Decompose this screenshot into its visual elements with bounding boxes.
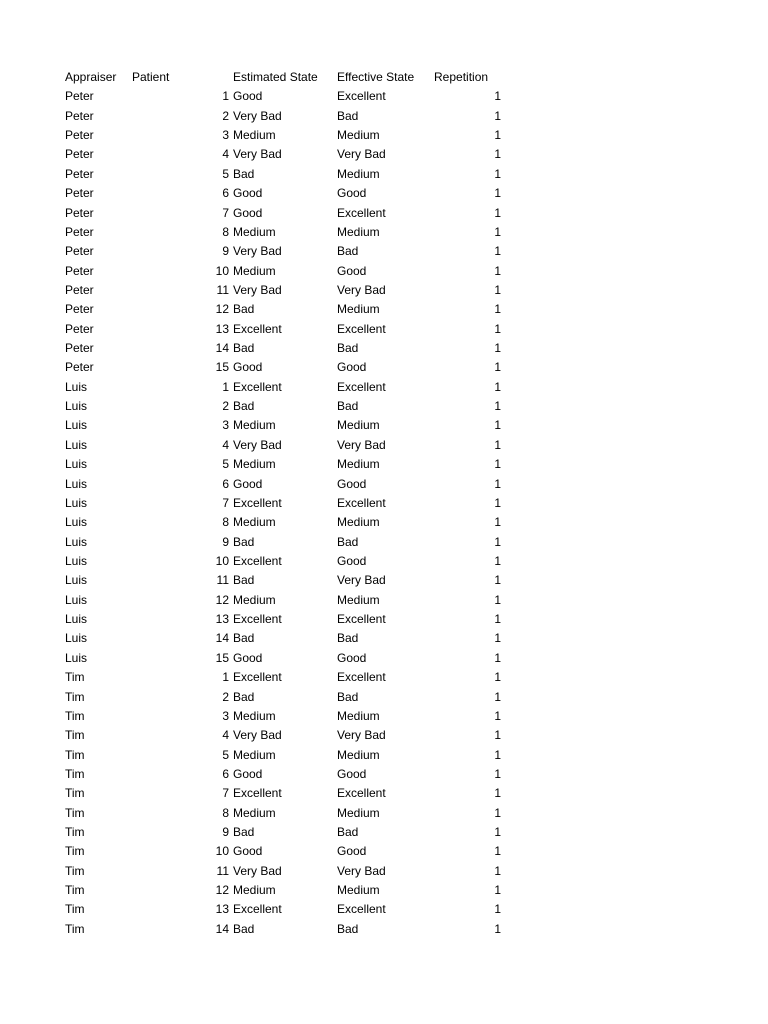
appraiser-cell: Luis <box>65 534 88 549</box>
appraiser-cell: Luis <box>65 573 88 588</box>
patient-cell: 15 <box>215 650 229 665</box>
appraiser-cell: Luis <box>65 437 88 452</box>
appraiser-cell: Tim <box>65 902 85 917</box>
effective-state-cell: Medium <box>337 805 380 820</box>
patient-cell: 2 <box>222 689 229 704</box>
patient-cell: 5 <box>222 166 229 181</box>
repetition-cell: 1 <box>494 728 501 743</box>
patient-cell: 13 <box>215 902 229 917</box>
estimated-state-cell: Bad <box>233 534 255 549</box>
repetition-cell: 1 <box>494 612 501 627</box>
repetition-cell: 1 <box>494 863 501 878</box>
effective-state-cell: Very Bad <box>337 863 386 878</box>
patient-cell: 11 <box>216 282 229 297</box>
effective-state-cell: Excellent <box>337 89 386 104</box>
estimated-state-cell: Excellent <box>233 321 282 336</box>
effective-state-cell: Good <box>337 766 367 781</box>
repetition-cell: 1 <box>494 476 501 491</box>
patient-cell: 9 <box>222 825 229 840</box>
estimated-state-cell: Bad <box>233 166 255 181</box>
patient-cell: 4 <box>222 437 229 452</box>
appraiser-cell: Tim <box>65 708 85 723</box>
patient-cell: 13 <box>215 321 229 336</box>
estimated-state-cell: Bad <box>233 921 255 936</box>
estimated-state-cell: Very Bad <box>233 437 282 452</box>
repetition-cell: 1 <box>494 205 501 220</box>
estimated-state-cell: Medium <box>233 747 276 762</box>
effective-state-cell: Very Bad <box>337 147 386 162</box>
effective-state-cell: Good <box>337 360 367 375</box>
appraiser-cell: Peter <box>65 186 94 201</box>
appraiser-cell: Peter <box>65 128 94 143</box>
estimated-state-cell: Good <box>233 186 263 201</box>
patient-cell: 9 <box>222 244 229 259</box>
repetition-cell: 1 <box>494 495 501 510</box>
appraiser-cell: Tim <box>65 825 85 840</box>
estimated-state-cell: Excellent <box>233 612 282 627</box>
appraiser-cell: Luis <box>65 612 88 627</box>
estimated-state-cell: Excellent <box>233 495 282 510</box>
header-estimated-state: Estimated State <box>233 70 318 84</box>
estimated-state-cell: Good <box>233 89 263 104</box>
patient-cell: 11 <box>216 863 229 878</box>
appraiser-cell: Luis <box>65 457 88 472</box>
repetition-cell: 1 <box>494 147 501 162</box>
effective-state-cell: Excellent <box>337 205 386 220</box>
appraiser-cell: Tim <box>65 747 85 762</box>
repetition-cell: 1 <box>494 592 501 607</box>
estimated-state-cell: Bad <box>233 341 255 356</box>
effective-state-cell: Very Bad <box>337 573 386 588</box>
effective-state-cell: Good <box>337 263 367 278</box>
repetition-cell: 1 <box>494 670 501 685</box>
patient-cell: 14 <box>215 341 229 356</box>
repetition-cell: 1 <box>494 825 501 840</box>
appraiser-cell: Luis <box>65 515 88 530</box>
estimated-state-cell: Very Bad <box>233 728 282 743</box>
appraiser-cell: Tim <box>65 805 85 820</box>
appraiser-cell: Peter <box>65 224 94 239</box>
estimated-state-cell: Medium <box>233 515 276 530</box>
header-patient: Patient <box>132 70 170 84</box>
patient-cell: 12 <box>215 592 229 607</box>
effective-state-cell: Medium <box>337 515 380 530</box>
estimated-state-cell: Good <box>233 476 263 491</box>
appraiser-cell: Peter <box>65 166 94 181</box>
estimated-state-cell: Medium <box>233 128 276 143</box>
repetition-cell: 1 <box>494 224 501 239</box>
effective-state-cell: Excellent <box>337 902 386 917</box>
patient-cell: 9 <box>222 534 229 549</box>
patient-cell: 1 <box>222 379 229 394</box>
patient-cell: 10 <box>215 553 229 568</box>
repetition-cell: 1 <box>494 166 501 181</box>
repetition-cell: 1 <box>494 766 501 781</box>
patient-cell: 5 <box>222 457 229 472</box>
appraiser-cell: Peter <box>65 147 94 162</box>
patient-cell: 4 <box>222 147 229 162</box>
estimated-state-cell: Medium <box>233 418 276 433</box>
effective-state-cell: Very Bad <box>337 282 386 297</box>
effective-state-cell: Very Bad <box>337 728 386 743</box>
estimated-state-cell: Good <box>233 650 263 665</box>
repetition-cell: 1 <box>494 244 501 259</box>
patient-cell: 6 <box>222 766 229 781</box>
estimated-state-cell: Good <box>233 844 263 859</box>
patient-cell: 7 <box>222 205 229 220</box>
effective-state-cell: Excellent <box>337 379 386 394</box>
appraiser-cell: Luis <box>65 650 88 665</box>
repetition-cell: 1 <box>494 786 501 801</box>
estimated-state-cell: Bad <box>233 399 255 414</box>
patient-cell: 14 <box>215 921 229 936</box>
repetition-cell: 1 <box>494 128 501 143</box>
appraiser-cell: Peter <box>65 263 94 278</box>
estimated-state-cell: Very Bad <box>233 147 282 162</box>
estimated-state-cell: Bad <box>233 689 255 704</box>
effective-state-cell: Excellent <box>337 321 386 336</box>
repetition-cell: 1 <box>494 921 501 936</box>
header-appraiser: Appraiser <box>65 70 117 84</box>
patient-cell: 4 <box>222 728 229 743</box>
effective-state-cell: Good <box>337 186 367 201</box>
patient-cell: 3 <box>222 708 229 723</box>
patient-cell: 11 <box>216 573 229 588</box>
patient-cell: 3 <box>222 128 229 143</box>
estimated-state-cell: Excellent <box>233 902 282 917</box>
repetition-cell: 1 <box>494 844 501 859</box>
patient-cell: 8 <box>222 224 229 239</box>
effective-state-cell: Bad <box>337 921 359 936</box>
header-repetition: Repetition <box>434 70 489 84</box>
effective-state-cell: Bad <box>337 825 359 840</box>
repetition-cell: 1 <box>494 108 501 123</box>
estimated-state-cell: Medium <box>233 263 276 278</box>
appraiser-cell: Tim <box>65 844 85 859</box>
effective-state-cell: Medium <box>337 128 380 143</box>
estimated-state-cell: Bad <box>233 825 255 840</box>
estimated-state-cell: Medium <box>233 708 276 723</box>
effective-state-cell: Bad <box>337 399 359 414</box>
patient-cell: 15 <box>215 360 229 375</box>
appraiser-cell: Peter <box>65 302 94 317</box>
appraiser-cell: Luis <box>65 553 88 568</box>
patient-cell: 12 <box>215 302 229 317</box>
patient-cell: 6 <box>222 186 229 201</box>
repetition-cell: 1 <box>494 418 501 433</box>
effective-state-cell: Medium <box>337 457 380 472</box>
estimated-state-cell: Medium <box>233 883 276 898</box>
repetition-cell: 1 <box>494 689 501 704</box>
appraiser-cell: Tim <box>65 728 85 743</box>
repetition-cell: 1 <box>494 321 501 336</box>
effective-state-cell: Medium <box>337 883 380 898</box>
repetition-cell: 1 <box>494 437 501 452</box>
repetition-cell: 1 <box>494 650 501 665</box>
estimated-state-cell: Medium <box>233 805 276 820</box>
effective-state-cell: Very Bad <box>337 437 386 452</box>
effective-state-cell: Bad <box>337 341 359 356</box>
repetition-cell: 1 <box>494 282 501 297</box>
appraiser-cell: Luis <box>65 418 88 433</box>
repetition-cell: 1 <box>494 883 501 898</box>
patient-cell: 2 <box>222 108 229 123</box>
patient-cell: 7 <box>222 786 229 801</box>
effective-state-cell: Excellent <box>337 786 386 801</box>
effective-state-cell: Bad <box>337 689 359 704</box>
appraiser-cell: Peter <box>65 321 94 336</box>
repetition-cell: 1 <box>494 708 501 723</box>
estimated-state-cell: Bad <box>233 302 255 317</box>
effective-state-cell: Medium <box>337 592 380 607</box>
estimated-state-cell: Very Bad <box>233 108 282 123</box>
repetition-cell: 1 <box>494 302 501 317</box>
appraiser-cell: Tim <box>65 766 85 781</box>
repetition-cell: 1 <box>494 186 501 201</box>
patient-cell: 6 <box>222 476 229 491</box>
patient-cell: 1 <box>222 89 229 104</box>
repetition-cell: 1 <box>494 805 501 820</box>
effective-state-cell: Good <box>337 844 367 859</box>
appraiser-cell: Luis <box>65 399 88 414</box>
repetition-cell: 1 <box>494 631 501 646</box>
effective-state-cell: Excellent <box>337 612 386 627</box>
appraiser-cell: Tim <box>65 786 85 801</box>
effective-state-cell: Bad <box>337 631 359 646</box>
effective-state-cell: Medium <box>337 224 380 239</box>
effective-state-cell: Excellent <box>337 495 386 510</box>
estimated-state-cell: Bad <box>233 573 255 588</box>
repetition-cell: 1 <box>494 379 501 394</box>
estimated-state-cell: Very Bad <box>233 244 282 259</box>
patient-cell: 8 <box>222 805 229 820</box>
appraiser-cell: Peter <box>65 282 94 297</box>
patient-cell: 10 <box>215 263 229 278</box>
header-effective-state: Effective State <box>337 70 415 84</box>
patient-cell: 7 <box>222 495 229 510</box>
appraiser-cell: Peter <box>65 205 94 220</box>
effective-state-cell: Medium <box>337 747 380 762</box>
estimated-state-cell: Very Bad <box>233 863 282 878</box>
patient-cell: 2 <box>222 399 229 414</box>
repetition-cell: 1 <box>494 341 501 356</box>
repetition-cell: 1 <box>494 399 501 414</box>
appraiser-cell: Peter <box>65 360 94 375</box>
patient-cell: 5 <box>222 747 229 762</box>
estimated-state-cell: Good <box>233 205 263 220</box>
estimated-state-cell: Bad <box>233 631 255 646</box>
appraiser-cell: Peter <box>65 89 94 104</box>
effective-state-cell: Good <box>337 476 367 491</box>
appraiser-cell: Luis <box>65 476 88 491</box>
appraiser-cell: Tim <box>65 883 85 898</box>
repetition-cell: 1 <box>494 89 501 104</box>
appraiser-cell: Peter <box>65 244 94 259</box>
estimated-state-cell: Good <box>233 766 263 781</box>
patient-cell: 12 <box>215 883 229 898</box>
repetition-cell: 1 <box>494 573 501 588</box>
estimated-state-cell: Excellent <box>233 786 282 801</box>
effective-state-cell: Medium <box>337 166 380 181</box>
estimated-state-cell: Very Bad <box>233 282 282 297</box>
estimated-state-cell: Medium <box>233 224 276 239</box>
appraiser-cell: Peter <box>65 108 94 123</box>
effective-state-cell: Bad <box>337 108 359 123</box>
effective-state-cell: Medium <box>337 418 380 433</box>
estimated-state-cell: Excellent <box>233 553 282 568</box>
appraiser-cell: Tim <box>65 670 85 685</box>
appraiser-cell: Tim <box>65 689 85 704</box>
appraiser-cell: Luis <box>65 379 88 394</box>
patient-cell: 14 <box>215 631 229 646</box>
effective-state-cell: Medium <box>337 302 380 317</box>
patient-cell: 13 <box>215 612 229 627</box>
appraiser-cell: Luis <box>65 592 88 607</box>
estimated-state-cell: Medium <box>233 457 276 472</box>
appraiser-cell: Luis <box>65 631 88 646</box>
estimated-state-cell: Excellent <box>233 379 282 394</box>
repetition-cell: 1 <box>494 747 501 762</box>
estimated-state-cell: Excellent <box>233 670 282 685</box>
appraiser-cell: Tim <box>65 863 85 878</box>
appraiser-cell: Tim <box>65 921 85 936</box>
repetition-cell: 1 <box>494 360 501 375</box>
appraiser-cell: Peter <box>65 341 94 356</box>
repetition-cell: 1 <box>494 534 501 549</box>
effective-state-cell: Medium <box>337 708 380 723</box>
effective-state-cell: Excellent <box>337 670 386 685</box>
repetition-cell: 1 <box>494 515 501 530</box>
repetition-cell: 1 <box>494 553 501 568</box>
repetition-cell: 1 <box>494 457 501 472</box>
estimated-state-cell: Medium <box>233 592 276 607</box>
estimated-state-cell: Good <box>233 360 263 375</box>
patient-cell: 10 <box>215 844 229 859</box>
effective-state-cell: Good <box>337 650 367 665</box>
appraiser-cell: Luis <box>65 495 88 510</box>
effective-state-cell: Bad <box>337 534 359 549</box>
effective-state-cell: Good <box>337 553 367 568</box>
effective-state-cell: Bad <box>337 244 359 259</box>
repetition-cell: 1 <box>494 902 501 917</box>
repetition-cell: 1 <box>494 263 501 278</box>
patient-cell: 8 <box>222 515 229 530</box>
patient-cell: 1 <box>222 670 229 685</box>
patient-cell: 3 <box>222 418 229 433</box>
